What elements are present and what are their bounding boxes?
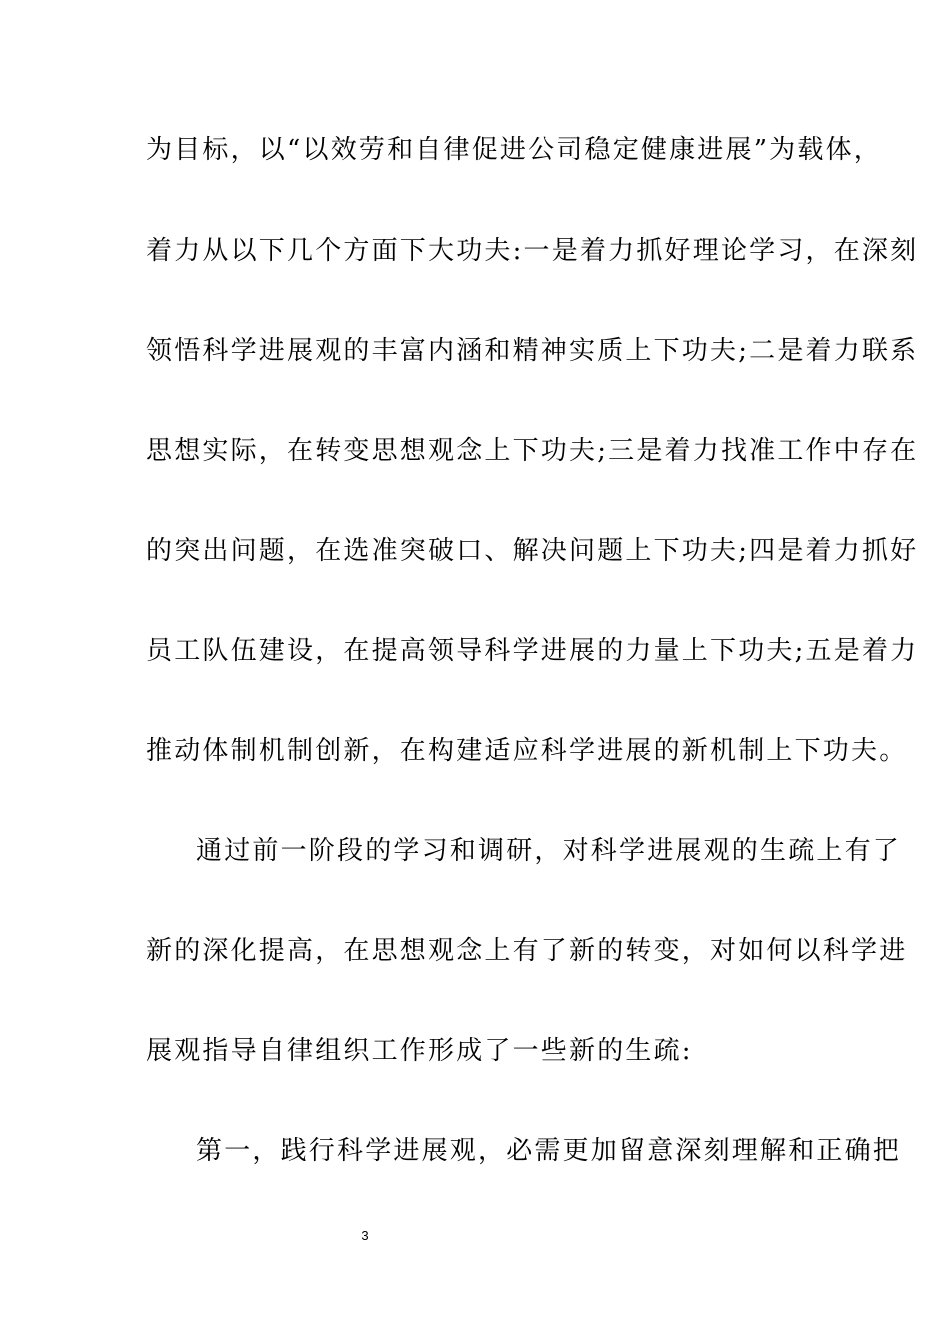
text-line: 思想实际，在转变思想观念上下功夫;三是着力找准工作中存在 xyxy=(146,436,919,466)
text-line: 展观指导自律组织工作形成了一些新的生疏: xyxy=(146,1036,693,1066)
paragraph-start-line: 第一，践行科学进展观，必需更加留意深刻理解和正确把 xyxy=(196,1136,902,1166)
text-line: 新的深化提高，在思想观念上有了新的转变，对如何以科学进 xyxy=(146,936,908,966)
text-line: 员工队伍建设，在提高领导科学进展的力量上下功夫;五是着力 xyxy=(146,636,919,666)
text-line: 为目标，以“以效劳和自律促进公司稳定健康进展”为载体， xyxy=(146,135,882,165)
text-line: 着力从以下几个方面下大功夫:一是着力抓好理论学习，在深刻 xyxy=(146,236,919,266)
text-line: 的突出问题，在选准突破口、解决问题上下功夫;四是着力抓好 xyxy=(146,536,919,566)
text-line: 领悟科学进展观的丰富内涵和精神实质上下功夫;二是着力联系 xyxy=(146,336,919,366)
paragraph-start-line: 通过前一阶段的学习和调研，对科学进展观的生疏上有了 xyxy=(196,836,902,866)
page-number: 3 xyxy=(361,1228,369,1243)
text-line: 推动体制机制创新，在构建适应科学进展的新机制上下功夫。 xyxy=(146,736,908,766)
